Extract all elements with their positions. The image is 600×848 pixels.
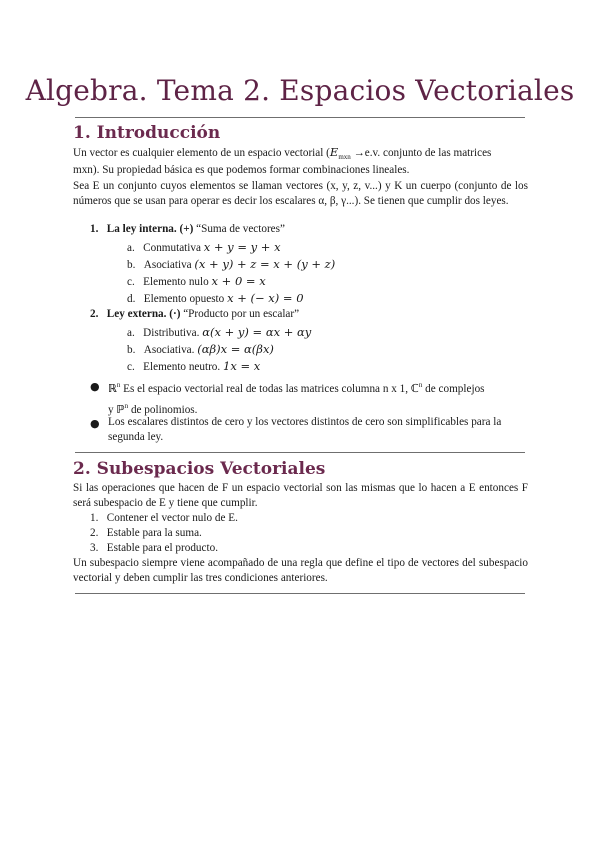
intro-paragraph: Sea E un conjunto cuyos elementos se llaman vectores (x, y, z, v...) y K un cuerpo (conjunto de los números que se usan para operar es decir los escalares α, β, γ...). Se tienen que cumplir dos leyes.: [73, 180, 528, 207]
list-item: [127, 359, 260, 375]
condition-text: Estable para el producto.: [106, 542, 218, 554]
bullet-icon: ●: [90, 380, 100, 393]
law-description: “Producto por un escalar”: [183, 308, 300, 320]
property-name: Elemento opuesto: [143, 293, 225, 305]
property-name: Conmutativa: [143, 242, 201, 254]
list-marker: c.: [127, 276, 135, 288]
list-item: [127, 257, 335, 273]
law-label: La ley interna.: [106, 223, 177, 235]
law-symbol: (·): [169, 308, 181, 320]
law-external-heading: [90, 307, 299, 322]
list-marker: b.: [127, 344, 136, 356]
list-marker: a.: [127, 242, 135, 254]
section-heading-introduccion: 1. Introducción: [73, 123, 221, 143]
list-number: 1.: [90, 223, 99, 235]
property-name: Asociativa.: [143, 344, 195, 356]
bullet-scalars: Los escalares distintos de cero y los vectores distintos de cero son simplificables para la segunda ley.: [108, 416, 502, 443]
intro-text: →e.v. conjunto de las matrices: [350, 147, 492, 159]
list-marker: b.: [127, 259, 136, 271]
bullet-text: y: [108, 404, 117, 416]
property-name: Asociativa: [143, 259, 192, 271]
formula: x + y = y + x: [203, 240, 281, 254]
bullet-text: Es el espacio vectorial real de todas las matrices columna n x 1,: [120, 383, 411, 395]
law-internal-heading: [90, 222, 285, 237]
list-item: [127, 342, 274, 358]
title-divider: [75, 117, 525, 118]
formula: x + (− x) = 0: [227, 291, 304, 305]
property-name: Distributiva.: [143, 327, 200, 339]
list-marker: 3.: [90, 542, 99, 554]
list-marker: a.: [127, 327, 135, 339]
bullet-text: de complejos: [422, 383, 485, 395]
superscript-n: n: [116, 381, 121, 389]
superscript-n: n: [418, 381, 423, 389]
list-item: [90, 526, 202, 541]
list-item: [90, 511, 238, 526]
subspace-intro: Si las operaciones que hacen de F un espacio vectorial son las mismas que lo hacen a E entonces F será subespacio de E y tiene que cumplir.: [73, 482, 528, 509]
property-name: Elemento neutro.: [143, 361, 221, 373]
list-item: [127, 240, 281, 256]
formula: x + 0 = x: [211, 274, 266, 288]
list-item: [127, 325, 311, 341]
bullet-icon: ●: [90, 417, 100, 430]
section-divider: [75, 452, 525, 453]
polynomials-symbol: ℙ: [116, 403, 125, 416]
section-heading-subespacios: 2. Subespacios Vectoriales: [73, 459, 326, 479]
law-label: Ley externa.: [106, 308, 167, 320]
law-description: “Suma de vectores”: [196, 223, 285, 235]
math-E: E: [329, 145, 339, 159]
formula: (αβ)x = α(βx): [197, 342, 274, 356]
law-symbol: (+): [179, 223, 194, 235]
math-subscript-mxn: mxn: [338, 153, 351, 161]
page-title: Algebra. Tema 2. Espacios Vectoriales: [25, 74, 575, 107]
list-item: [127, 291, 304, 307]
condition-text: Contener el vector nulo de E.: [106, 512, 238, 524]
section-divider: [75, 593, 525, 594]
intro-line-1: [73, 145, 491, 165]
property-name: Elemento nulo: [143, 276, 209, 288]
intro-line-2: mxn). Su propiedad básica es que podemos formar combinaciones lineales.: [73, 164, 410, 176]
intro-text: Un vector es cualquier elemento de un espacio vectorial (: [73, 147, 330, 159]
bullet-real-spaces: [108, 378, 485, 397]
superscript-n: n: [124, 402, 129, 410]
condition-text: Estable para la suma.: [106, 527, 202, 539]
list-item: [90, 541, 218, 556]
real-numbers-symbol: ℝ: [108, 382, 117, 395]
list-marker: d.: [127, 293, 136, 305]
bullet-text: de polinomios.: [128, 404, 198, 416]
subspace-outro: Un subespacio siempre viene acompañado de una regla que define el tipo de vectores del subespacio vectorial y deben cumplir las tres condiciones anteriores.: [73, 557, 528, 584]
list-item: [127, 274, 266, 290]
list-marker: 1.: [90, 512, 99, 524]
list-number: 2.: [90, 308, 99, 320]
formula: (x + y) + z = x + (y + z): [194, 257, 336, 271]
formula: 1x = x: [223, 359, 261, 373]
formula: α(x + y) = αx + αy: [202, 325, 312, 339]
list-marker: c.: [127, 361, 135, 373]
list-marker: 2.: [90, 527, 99, 539]
complex-numbers-symbol: ℂ: [410, 382, 419, 395]
